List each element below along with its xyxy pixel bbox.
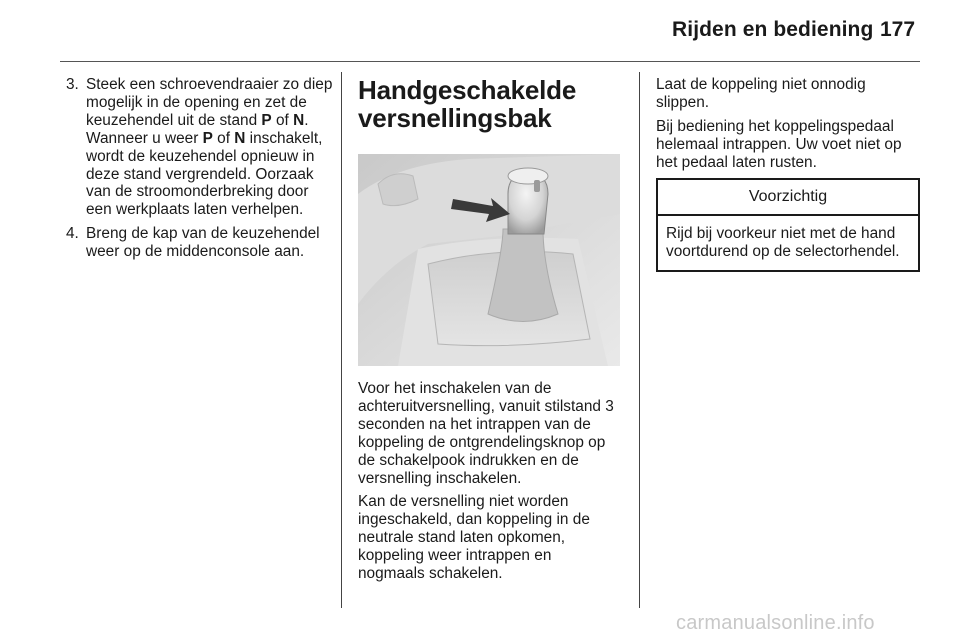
watermark: carmanualsonline.info <box>676 612 875 634</box>
page-number: 177 <box>880 18 916 41</box>
text-segment: Steek een schroevendraaier zo diep mogelijk in de opening en zet de keuzehendel uit de stand <box>86 76 333 129</box>
step-text: Breng de kap van de keuzehendel weer op de middenconsole aan. <box>86 225 320 261</box>
text-segment: of <box>271 111 294 129</box>
column-divider <box>341 72 342 608</box>
section-title: Handgeschakelde versnellingsbak <box>358 75 577 133</box>
caution-text: Rijd bij voorkeur niet met de hand voortdurend op de selectorhendel. <box>666 225 900 261</box>
caution-box <box>656 178 920 273</box>
left-column <box>66 76 334 267</box>
list-item <box>66 225 334 261</box>
gear-position-p: P <box>261 111 272 129</box>
right-column <box>656 76 920 272</box>
middle-column <box>358 76 622 589</box>
paragraph: Bij bediening het koppelingspedaal helemaal intrappen. Uw voet niet op het pedaal laten rusten. <box>656 117 902 171</box>
gear-position-n: N <box>293 111 305 129</box>
caution-title: Voorzichtig <box>658 180 918 217</box>
gear-position-n: N <box>234 129 246 147</box>
running-header: Rijden en bediening <box>672 18 874 41</box>
column-divider <box>639 72 640 608</box>
step-number: 3. <box>66 76 79 93</box>
header-divider <box>60 61 920 62</box>
gear-shift-illustration <box>358 154 620 366</box>
text-segment: . Wanneer u weer <box>86 111 309 147</box>
text-segment: of <box>212 129 235 147</box>
gear-position-p: P <box>202 129 213 147</box>
paragraph: Voor het inschakelen van de achteruitversnelling, vanuit stilstand 3 seconden na het intrappen van de koppeling de ontgrendelingsknop op de schakelpook indrukken en de versnelling inschakelen. <box>358 380 614 487</box>
step-text <box>86 76 334 219</box>
text-segment: inschakelt, wordt de keuzehendel opnieuw in deze stand vergrendeld. Oorzaak van de stroomonderbreking door een werkplaats laten verhelpen. <box>86 129 323 219</box>
paragraph: Laat de koppeling niet onnodig slippen. <box>656 76 866 111</box>
list-item <box>66 76 334 219</box>
paragraph: Kan de versnelling niet worden ingeschakeld, dan koppeling in de neutrale stand laten opkomen, koppeling weer intrappen en nogmaals schakelen. <box>358 493 590 583</box>
step-number: 4. <box>66 225 79 243</box>
